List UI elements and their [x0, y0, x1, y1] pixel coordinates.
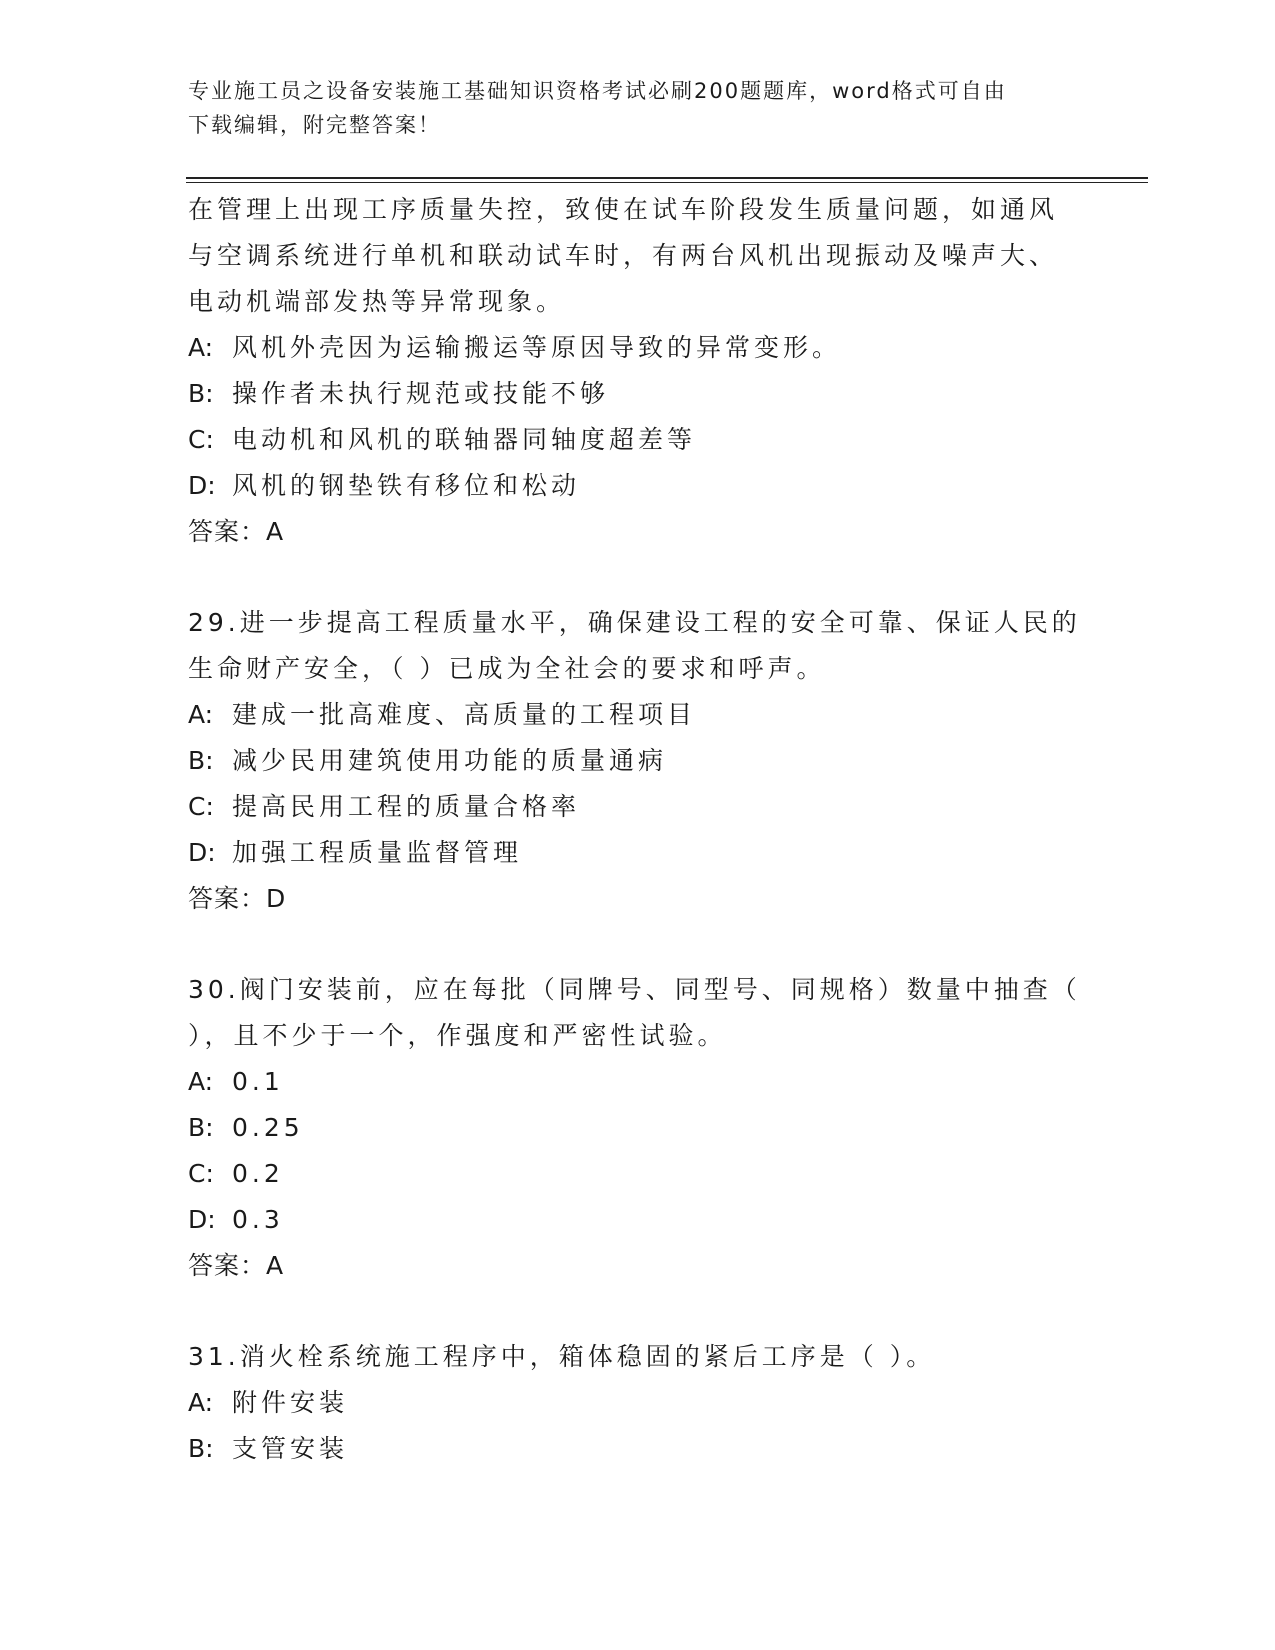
option-a — [188, 1059, 1088, 1105]
option-text: 风机外壳因为运输搬运等原因导致的异常变形。 — [232, 333, 842, 362]
option-b — [188, 738, 1088, 784]
question-stem-line: 31.消火栓系统施工程序中，箱体稳固的紧后工序是（ ）。 — [188, 1342, 936, 1371]
option-b — [188, 1105, 1088, 1151]
option-text: 操作者未执行规范或技能不够 — [232, 379, 610, 408]
option-text: 减少民用建筑使用功能的质量通病 — [232, 746, 668, 775]
option-label: B: — [188, 1113, 214, 1142]
option-label: D: — [188, 1205, 216, 1234]
answer-line: 答案：D — [188, 884, 287, 913]
option-label: C: — [188, 425, 214, 454]
option-text: 0.2 — [232, 1159, 284, 1188]
option-label: B: — [188, 1434, 214, 1463]
option-d — [188, 463, 1088, 509]
question-31 — [188, 1334, 1088, 1472]
option-text: 建成一批高难度、高质量的工程项目 — [232, 700, 697, 729]
answer-line: 答案：A — [188, 517, 285, 546]
option-text: 支管安装 — [232, 1434, 349, 1463]
option-a — [188, 692, 1088, 738]
question-stem-line: 与空调系统进行单机和联动试车时，有两台风机出现振动及噪声大、 — [188, 241, 1059, 270]
header-title-line1: 专业施工员之设备安装施工基础知识资格考试必刷200题题库，word格式可自由 — [188, 79, 1007, 103]
question-stem-line: 生命财产安全，（ ）已成为全社会的要求和呼声。 — [188, 654, 826, 683]
option-d — [188, 830, 1088, 876]
option-text: 电动机和风机的联轴器同轴度超差等 — [232, 425, 697, 454]
spacer — [188, 922, 1088, 967]
option-c — [188, 1151, 1088, 1197]
option-text: 附件安装 — [232, 1388, 349, 1417]
header-title-line2: 下载编辑，附完整答案！ — [188, 113, 441, 137]
option-label: C: — [188, 1159, 214, 1188]
document-header — [188, 74, 1088, 142]
header-divider-thick — [186, 177, 1148, 179]
question-28 — [188, 187, 1088, 555]
option-label: D: — [188, 471, 216, 500]
option-c — [188, 417, 1088, 463]
question-stem-line: ），且不少于一个，作强度和严密性试验。 — [188, 1021, 727, 1050]
question-list — [188, 187, 1088, 1472]
option-label: A: — [188, 700, 214, 729]
spacer — [188, 1289, 1088, 1334]
question-29 — [188, 600, 1088, 922]
question-30 — [188, 967, 1088, 1289]
option-label: A: — [188, 1388, 214, 1417]
option-text: 0.25 — [232, 1113, 304, 1142]
answer-line: 答案：A — [188, 1251, 285, 1280]
option-b — [188, 371, 1088, 417]
option-d — [188, 1197, 1088, 1243]
option-c — [188, 784, 1088, 830]
spacer — [188, 555, 1088, 600]
option-label: A: — [188, 333, 214, 362]
question-stem-line: 29.进一步提高工程质量水平，确保建设工程的安全可靠、保证人民的 — [188, 608, 1081, 637]
question-stem-line: 电动机端部发热等异常现象。 — [188, 287, 566, 316]
option-label: A: — [188, 1067, 214, 1096]
option-label: B: — [188, 379, 214, 408]
option-text: 0.1 — [232, 1067, 284, 1096]
option-a — [188, 1380, 1088, 1426]
option-a — [188, 325, 1088, 371]
question-stem-line: 30.阀门安装前，应在每批（同牌号、同型号、同规格）数量中抽查（ — [188, 975, 1081, 1004]
header-divider-thin — [186, 182, 1148, 183]
option-text: 0.3 — [232, 1205, 284, 1234]
option-label: C: — [188, 792, 214, 821]
option-label: B: — [188, 746, 214, 775]
option-text: 加强工程质量监督管理 — [232, 838, 523, 867]
question-stem-line: 在管理上出现工序质量失控，致使在试车阶段发生质量问题，如通风 — [188, 195, 1059, 224]
option-text: 提高民用工程的质量合格率 — [232, 792, 581, 821]
option-b — [188, 1426, 1088, 1472]
option-text: 风机的钢垫铁有移位和松动 — [232, 471, 581, 500]
option-label: D: — [188, 838, 216, 867]
